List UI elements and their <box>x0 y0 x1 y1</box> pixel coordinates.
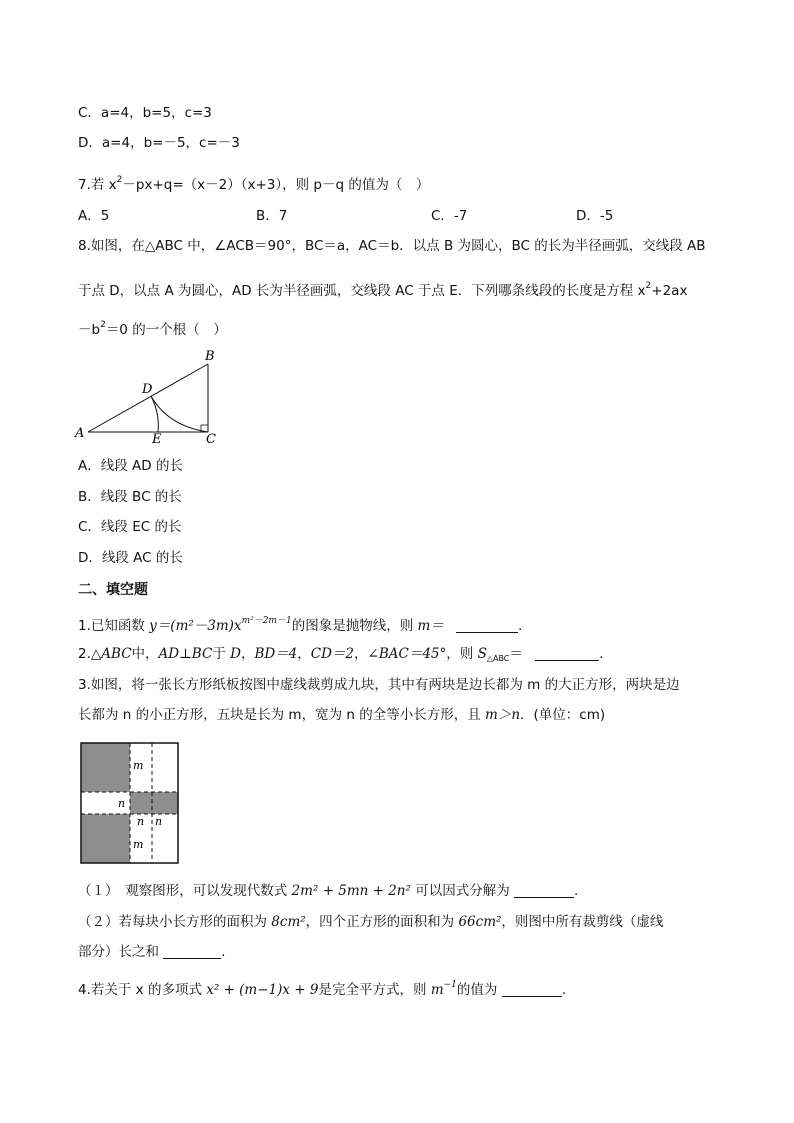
q8-label-e: E <box>152 432 162 444</box>
q8-option-c: C．线段 EC 的长 <box>78 519 182 535</box>
f4-answer-blank[interactable] <box>502 982 562 997</box>
f2-question: 2.△ABC中，AD⊥BC于 D，BD＝4，CD＝2，∠BAC＝45°，则 $S_{\triangle ABC}=$ ． <box>78 646 613 663</box>
q8-label-d: D <box>142 382 153 397</box>
q8-label-b: B <box>205 349 215 364</box>
f3-part2-cont: 部分）长之和 . <box>78 944 226 960</box>
q7-option-c: C．-7 <box>431 208 468 224</box>
f3-large-square-bottom <box>81 814 130 863</box>
q8-option-a: A．线段 AD 的长 <box>78 458 183 474</box>
f1-answer-blank[interactable] <box>456 618 518 633</box>
q8-label-c: C <box>206 432 216 444</box>
f3-label-n-left: n <box>118 797 126 810</box>
f3-label-n-right: n <box>155 815 163 828</box>
f2-answer-blank[interactable] <box>535 646 599 661</box>
section-title-fill-in: 二、填空题 <box>78 582 148 598</box>
q8-label-a: A <box>75 426 85 441</box>
f3-part1-answer-blank[interactable] <box>514 883 574 898</box>
q8-option-b: B．线段 BC 的长 <box>78 489 182 505</box>
q8-option-d: D．线段 AC 的长 <box>78 550 183 566</box>
q8-stem-line3: $-b^2=0$ 的一个根（ ） <box>78 320 227 338</box>
q8-stem-line1: 8.如图，在△ABC 中，∠ACB＝90°，BC＝a，AC＝b．以点 B 为圆心，BC 的长为半径画弧，交线段 AB <box>78 238 706 254</box>
f3-stem-line1: 3.如图，将一张长方形纸板按图中虚线裁剪成九块，其中有两块是边长都为 m 的大正方形，两块是边 <box>78 677 680 693</box>
f1-question: 1.已知函数 $y=(m^2-3m)x^{m^2-2m-1}$的图象是抛物线，则 m＝ ． <box>78 616 532 634</box>
f3-label-m-top: m <box>133 759 144 772</box>
f3-label-n-center: n <box>137 815 145 828</box>
q8-triangle-figure <box>72 344 232 444</box>
q6-option-d: D．a=4，b=－5，c=－3 <box>78 135 240 151</box>
f3-label-m-bottom: m <box>133 838 144 851</box>
f3-stem-line2: 长都为 n 的小正方形，五块是长为 m，宽为 n 的全等小长方形，且 m＞n．(单位：cm) <box>78 707 606 723</box>
f3-part2: （２）若每块小长方形的面积为 8cm²，四个正方形的面积和为 66cm²，则图中所有裁剪线（虚线 <box>78 914 664 930</box>
q7-stem: 7.若 $x^2-px+q=(x-2)(x+3)$，则 p－q 的值为（ ） <box>78 175 430 193</box>
f3-large-square-top <box>81 743 130 792</box>
f3-part2-answer-blank[interactable] <box>163 944 221 959</box>
f4-question: 4.若关于 x 的多项式 x² + (m−1)x + 9是完全平方式，则 $m^{-1}$的值为 . <box>78 980 566 998</box>
q7-options <box>78 207 718 225</box>
q8-stem-line2: 于点 D，以点 A 为圆心，AD 长为半径画弧，交线段 AC 于点 E．下列哪条线段的长度是方程 $x^2+2ax$ <box>78 281 688 299</box>
f3-part1: （１） 观察图形，可以发现代数式 2m² + 5mn + 2n² 可以因式分解为 . <box>78 883 579 899</box>
q7-option-d: D．-5 <box>576 208 614 224</box>
q7-option-b: B．7 <box>256 208 288 224</box>
q7-option-a: A．5 <box>78 208 110 224</box>
f3-paper-figure <box>80 742 180 864</box>
q6-option-c: C．a=4，b=5，c=3 <box>78 105 212 121</box>
